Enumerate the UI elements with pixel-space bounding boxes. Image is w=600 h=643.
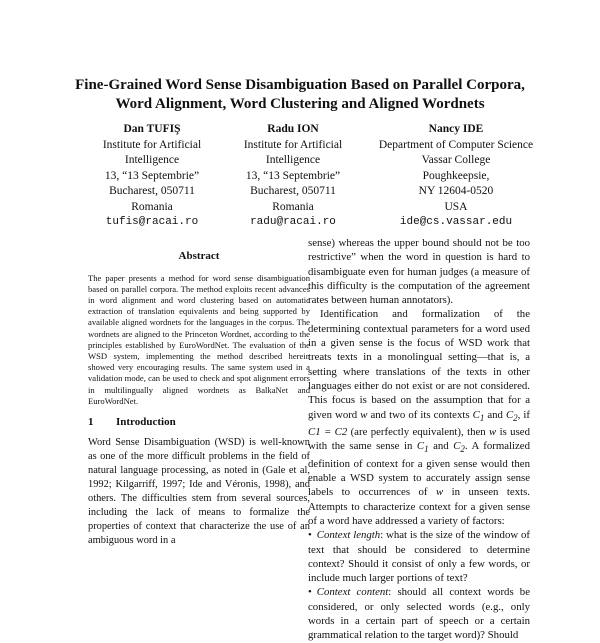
affiliation-line: Bucharest, 050711 — [109, 185, 195, 197]
affiliation-line: Vassar College — [421, 154, 491, 166]
section-title: Introduction — [116, 416, 176, 429]
list-item: • Context content: should all context words be considered, or only selected words (e.g., only words in a certain part of speech or a certain grammatical relation to the target word)? Should — [308, 585, 530, 642]
affiliation-line: Intelligence — [124, 154, 180, 166]
equivalence-expression: C1 = C2 — [308, 426, 348, 439]
affiliation-line: Institute for Artificial — [243, 138, 343, 151]
section-number: 1 — [88, 416, 94, 429]
affiliation-line: Romania — [272, 200, 314, 213]
affiliation-line: 13, “13 Septembrie” — [104, 169, 200, 182]
affiliation-line: NY 12604-0520 — [418, 185, 494, 197]
section-heading-introduction — [88, 416, 310, 430]
title-line-1: Fine-Grained Word Sense Disambiguation Based on Parallel Corpora, — [75, 77, 525, 93]
affiliation-line: USA — [444, 200, 468, 213]
author-email[interactable]: tufis@racai.ro — [105, 216, 199, 228]
author-block-3 — [358, 122, 554, 231]
author-email[interactable]: ide@cs.vassar.edu — [399, 216, 513, 228]
context-paragraph: Identification and formalization of the determining contextual parameters for a word used in a given sense is the focus of WSD work that treats texts in a monolingual setting—that is, a setting where translations of the texts in other languages either do not exist or are not considered. This focus is based on the assumption that for a given word w and two of its contexts $C_1$ and $C_2$, if C1 = C2 (are perfectly equivalent), then w is used with the same sense in $C_1$ and $C_2$. A formalized definition of context for a given sense would then enable a WSD system to accurately assign sense labels to occurrences of w in unseen texts. Attempts to characterize context for a given sense of a word have addressed a variety of factors: — [308, 308, 530, 527]
title-line-2: Word Alignment, Word Clustering and Aligned Wordnets — [115, 96, 485, 112]
author-email[interactable]: radu@racai.ro — [250, 216, 336, 228]
author-name: Dan TUFIŞ — [123, 123, 181, 135]
author-name: Radu ION — [267, 123, 319, 135]
affiliation-line: Intelligence — [265, 154, 321, 166]
list-item: • Context length: what is the size of the window of text that should be considered to determine context? Should it consist of only a few words, or include much larger portions of text? — [308, 528, 530, 585]
introduction-text: Word Sense Disambiguation (WSD) is well-known as one of the more difficult problems in the field of natural language processing, as noted in (Gale et al, 1992; Kilgarriff, 1997; Ide and Véronis, 1998), and others. The difficulties stem from several sources, including the lack of means to formalize the properties of context that characterize the use of an ambiguous word in a — [88, 436, 310, 546]
abstract-text: The paper presents a method for word sense disambiguation based on parallel corpora. The method exploits recent advances in word alignment and word clustering based on automatic extraction of translation equivalents and being supported by available aligned wordnets for the languages in the corpus. The wordnets are aligned to the Princeton Wordnet, according to the principles established by EuroWordNet. The evaluation of the WSD system, implementing the method described herein showed very encouraging results. The same system used in a validation mode, can be used to check and spot alignment errors in multilingually aligned wordnets as BalkaNet and EuroWordNet. — [88, 272, 310, 406]
affiliation-line: Romania — [131, 200, 173, 213]
paper-title — [40, 76, 560, 114]
left-column — [88, 238, 310, 548]
affiliation-line: Bucharest, 050711 — [250, 185, 336, 197]
affiliation-line: Poughkeepsie, — [422, 169, 490, 182]
affiliation-line: 13, “13 Septembrie” — [245, 169, 341, 182]
abstract-heading: Abstract — [178, 250, 220, 262]
author-block-1 — [72, 122, 232, 231]
right-column — [308, 236, 530, 643]
author-name: Nancy IDE — [428, 123, 484, 135]
author-block-2 — [218, 122, 368, 231]
continued-paragraph: sense) whereas the upper bound should not be too restrictive” when the word in question is hard to disambiguate even for human judges (a measure of this difficulty is the computation of the agreement rates between human annotators). — [308, 237, 530, 307]
affiliation-line: Institute for Artificial — [102, 138, 202, 151]
affiliation-line: Department of Computer Science — [378, 138, 534, 151]
